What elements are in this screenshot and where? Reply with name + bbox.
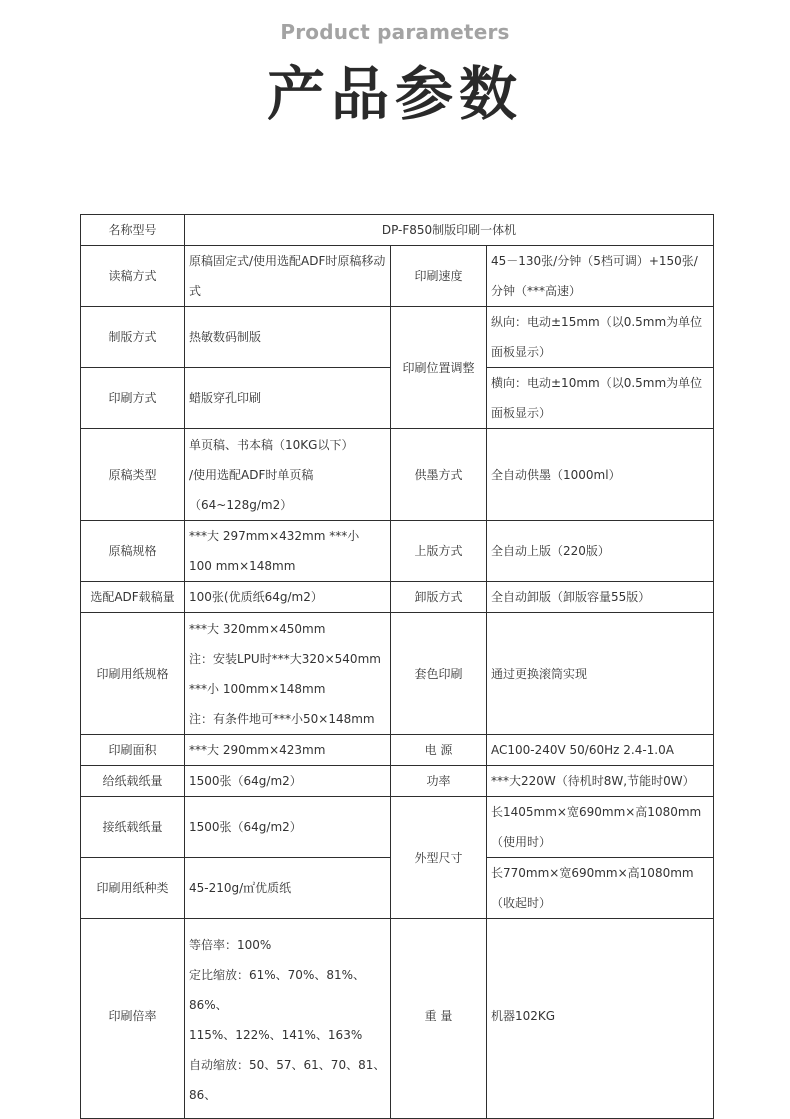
paper-size-label: 印刷用纸规格	[81, 613, 185, 735]
print-method-value: 蜡版穿孔印刷	[185, 368, 391, 429]
table-row	[81, 582, 714, 613]
print-ratio-line: 115%、122%、141%、163%	[189, 1027, 363, 1042]
plate-unload-label: 卸版方式	[391, 582, 487, 613]
paper-size-line: ***大 320mm×450mm	[189, 621, 326, 636]
print-ratio-line: 86、	[189, 1087, 217, 1102]
position-adjust-label: 印刷位置调整	[391, 307, 487, 429]
page-subtitle: Product parameters	[280, 20, 510, 44]
page-title: 产品参数	[266, 60, 523, 128]
dimension-label: 外型尺寸	[391, 797, 487, 919]
original-type-label: 原稿类型	[81, 429, 185, 521]
print-ratio-line: 86%、	[189, 997, 228, 1012]
dimension-stored-value: 长770mm×宽690mm×高1080mm（收起时）	[487, 858, 714, 919]
plate-load-value: 全自动上版（220版）	[487, 521, 714, 582]
power-supply-value: AC100-240V 50/60Hz 2.4-1.0A	[487, 735, 714, 766]
table-row	[81, 613, 714, 735]
original-type-value	[185, 429, 391, 521]
position-horizontal-value: 横向：电动±10mm（以0.5mm为单位面板显示）	[487, 368, 714, 429]
table-row	[81, 429, 714, 521]
weight-value: 机器102KG	[487, 919, 714, 1119]
adf-capacity-label: 选配ADF载稿量	[81, 582, 185, 613]
print-ratio-line: 自动缩放：50、57、61、70、81、	[189, 1057, 386, 1072]
plate-load-label: 上版方式	[391, 521, 487, 582]
weight-label: 重 量	[391, 919, 487, 1119]
original-size-line: 100 mm×148mm	[189, 559, 296, 573]
print-area-label: 印刷面积	[81, 735, 185, 766]
paper-size-line: ***小 100mm×148mm	[189, 681, 326, 696]
product-parameters-table	[80, 214, 714, 1119]
table-row	[81, 521, 714, 582]
adf-capacity-value: 100张(优质纸64g/m2）	[185, 582, 391, 613]
feed-capacity-label: 给纸载纸量	[81, 766, 185, 797]
paper-size-line: 注：安装LPU时***大320×540mm	[189, 651, 381, 666]
print-method-label: 印刷方式	[81, 368, 185, 429]
print-speed-label: 印刷速度	[391, 246, 487, 307]
receive-capacity-value: 1500张（64g/m2）	[185, 797, 391, 858]
table-row	[81, 766, 714, 797]
feed-capacity-value: 1500张（64g/m2）	[185, 766, 391, 797]
read-method-label: 读稿方式	[81, 246, 185, 307]
model-value: DP-F850制版印刷一体机	[185, 215, 714, 246]
print-area-value: ***大 290mm×423mm	[185, 735, 391, 766]
print-ratio-label: 印刷倍率	[81, 919, 185, 1119]
power-consumption-value: ***大220W（待机时8W,节能时0W）	[487, 766, 714, 797]
color-print-value: 通过更换滚筒实现	[487, 613, 714, 735]
plate-unload-value: 全自动卸版（卸版容量55版）	[487, 582, 714, 613]
paper-size-value	[185, 613, 391, 735]
table-row	[81, 735, 714, 766]
table-row	[81, 215, 714, 246]
original-type-line: （64~128g/m2）	[189, 497, 293, 512]
position-vertical-value: 纵向：电动±15mm（以0.5mm为单位面板显示）	[487, 307, 714, 368]
original-size-value	[185, 521, 391, 582]
table-row	[81, 246, 714, 307]
dimension-in-use-value: 长1405mm×宽690mm×高1080mm（使用时）	[487, 797, 714, 858]
power-consumption-label: 功率	[391, 766, 487, 797]
plate-method-label: 制版方式	[81, 307, 185, 368]
power-supply-label: 电 源	[391, 735, 487, 766]
print-speed-value: 45－130张/分钟（5档可调）+150张/分钟（***高速）	[487, 246, 714, 307]
print-ratio-line: 定比缩放：61%、70%、81%、	[189, 967, 366, 982]
original-type-line: 单页稿、书本稿（10KG以下）	[189, 437, 354, 452]
table-row	[81, 307, 714, 368]
model-label: 名称型号	[81, 215, 185, 246]
color-print-label: 套色印刷	[391, 613, 487, 735]
table-row	[81, 919, 714, 1119]
original-size-line: ***大 297mm×432mm ***小	[189, 529, 360, 543]
paper-type-label: 印刷用纸种类	[81, 858, 185, 919]
plate-method-value: 热敏数码制版	[185, 307, 391, 368]
ink-supply-value: 全自动供墨（1000ml）	[487, 429, 714, 521]
paper-type-value: 45-210g/㎡优质纸	[185, 858, 391, 919]
read-method-value: 原稿固定式/使用选配ADF时原稿移动式	[185, 246, 391, 307]
ink-supply-label: 供墨方式	[391, 429, 487, 521]
receive-capacity-label: 接纸载纸量	[81, 797, 185, 858]
original-type-line: /使用选配ADF时单页稿	[189, 467, 314, 482]
print-ratio-value	[185, 919, 391, 1119]
table-row	[81, 797, 714, 858]
original-size-label: 原稿规格	[81, 521, 185, 582]
print-ratio-line: 等倍率：100%	[189, 937, 272, 952]
paper-size-line: 注：有条件地可***小50×148mm	[189, 711, 375, 726]
